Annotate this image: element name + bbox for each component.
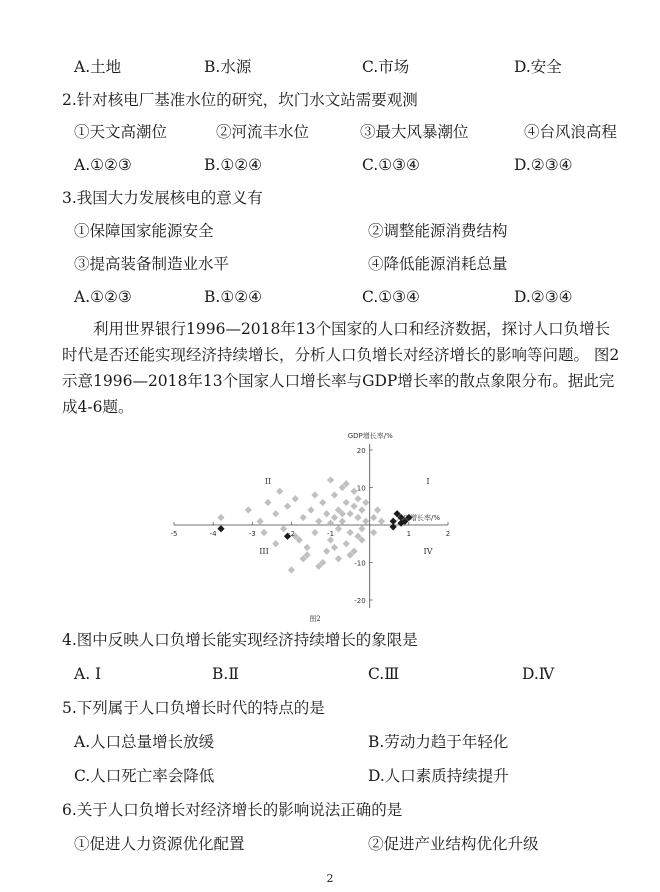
q5-option-c: C.人口死亡率会降低 <box>74 767 215 785</box>
q4-option-b: B.Ⅱ <box>212 665 239 683</box>
q3-item-1: ①保障国家能源安全 <box>74 222 214 240</box>
q3-option-a: A.①②③ <box>74 288 132 306</box>
q6-item-1: ①促进人力资源优化配置 <box>74 835 245 853</box>
q3-item-4: ④降低能源消耗总量 <box>368 255 508 273</box>
q3-item-2: ②调整能源消费结构 <box>368 222 508 240</box>
x-tick-label: -2 <box>287 530 295 538</box>
quadrant-label: IV <box>423 547 433 556</box>
x-tick-label: -5 <box>170 530 178 538</box>
q3-option-c: C.①③④ <box>362 288 420 306</box>
q6-stem: 6.关于人口负增长对经济增长的影响说法正确的是 <box>62 801 403 819</box>
quadrant-label: I <box>426 477 430 486</box>
q1-option-b: B.水源 <box>204 58 252 76</box>
scatter-chart <box>160 428 470 628</box>
x-tick-label: -4 <box>209 530 217 538</box>
x-tick-label: 2 <box>445 530 451 538</box>
q5-option-b: B.劳动力趋于年轻化 <box>368 733 509 751</box>
x-tick-label: -1 <box>327 530 335 538</box>
q6-item-2: ②促进产业结构优化升级 <box>368 835 539 853</box>
q2-stem: 2.针对核电厂基准水位的研究，坎门水文站需要观测 <box>62 91 418 109</box>
q5-stem: 5.下列属于人口负增长时代的特点的是 <box>62 699 325 717</box>
y-tick-label: -20 <box>354 597 366 605</box>
q2-option-a: A.①②③ <box>74 156 132 174</box>
y-tick-label: -10 <box>354 559 366 568</box>
figure-caption: 图2 <box>309 615 321 623</box>
q4-option-a: A. Ⅰ <box>74 665 102 683</box>
q2-option-d: D.②③④ <box>514 156 573 174</box>
q1-option-d: D.安全 <box>514 58 562 76</box>
q4-option-d: D.Ⅳ <box>522 665 555 683</box>
q2-item-4: ④台风浪高程 <box>524 123 618 141</box>
x-tick-label: 1 <box>406 530 412 538</box>
q1-option-c: C.市场 <box>362 58 410 76</box>
q2-item-2: ②河流丰水位 <box>216 123 310 141</box>
y-tick-label: 10 <box>356 484 366 493</box>
y-tick-label: 20 <box>356 447 366 455</box>
q2-item-1: ①天文高潮位 <box>74 123 168 141</box>
y-axis-label: GDP增长率/% <box>347 432 393 440</box>
q3-option-b: B.①②④ <box>204 288 263 306</box>
passage: 利用世界银行1996—2018年13个国家的人口和经济数据，探讨人口负增长时代是否还能实现经济持续增长，分析人口负增长对经济增长的影响等问题。 图2示意1996—2018年13个国家人口增长率与GDP增长率的散点象限分布。据此完成4-6题。 <box>62 320 620 416</box>
x-axis-label: 人口增长率/% <box>395 514 440 522</box>
q2-option-b: B.①②④ <box>204 156 263 174</box>
q5-option-a: A.人口总量增长放缓 <box>74 733 215 751</box>
q4-option-c: C.Ⅲ <box>368 665 400 683</box>
q2-item-3: ③最大风暴潮位 <box>360 123 469 141</box>
q3-option-d: D.②③④ <box>514 288 573 306</box>
q1-option-a: A.土地 <box>74 58 122 76</box>
q5-option-d: D.人口素质持续提升 <box>368 767 509 785</box>
q3-stem: 3.我国大力发展核电的意义有 <box>62 189 263 207</box>
q2-option-c: C.①③④ <box>362 156 420 174</box>
q4-stem: 4.图中反映人口负增长能实现经济持续增长的象限是 <box>62 631 418 649</box>
quadrant-label: III <box>259 547 269 556</box>
quadrant-label: II <box>264 477 272 486</box>
q3-item-3: ③提高装备制造业水平 <box>74 255 230 273</box>
x-tick-label: -3 <box>248 530 256 538</box>
page-number: 2 <box>326 872 334 885</box>
